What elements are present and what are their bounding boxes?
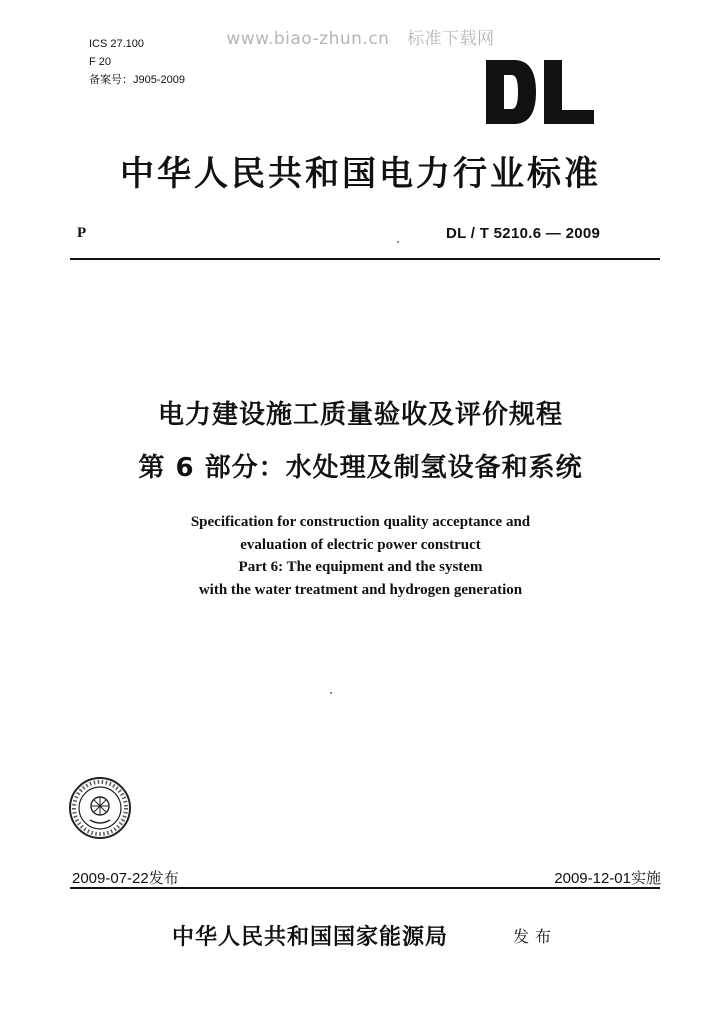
effective-date: 2009-12-01实施 [554,870,661,887]
record-number: 备案号：J905-2009 [89,74,185,86]
title-en-line3: Part 6: The equipment and the system [238,559,483,575]
title-zh-line2: 第 6 部分：水处理及制氢设备和系统 [138,453,583,483]
issuer-name: 中华人民共和国国家能源局 [172,925,449,950]
organization-title: 中华人民共和国电力行业标准 [120,154,601,194]
category-letter: P [77,225,87,241]
title-en [0,511,721,601]
ccs-number: F 20 [89,56,112,68]
speck [397,241,399,243]
standard-code: DL / T 5210.6 — 2009 [446,225,601,242]
title-en-line2: evaluation of electric power construct [240,536,481,553]
header-rule [70,258,660,260]
issue-action: 发布 [513,927,558,946]
title-zh-line1: 电力建设施工质量验收及评价规程 [157,400,563,430]
ics-number: ICS 27.100 [89,38,145,50]
watermark: www.biao-zhun.cn 标准下载网 [226,29,495,49]
publish-date: 2009-07-22发布 [72,870,179,887]
footer-rule [70,887,660,889]
seal-stamp [68,776,132,840]
speck [330,692,332,694]
title-en-line1: Specification for construction quality acceptance and [190,514,531,530]
dl-logo [484,58,596,126]
title-en-line4: with the water treatment and hydrogen generation [198,581,523,598]
